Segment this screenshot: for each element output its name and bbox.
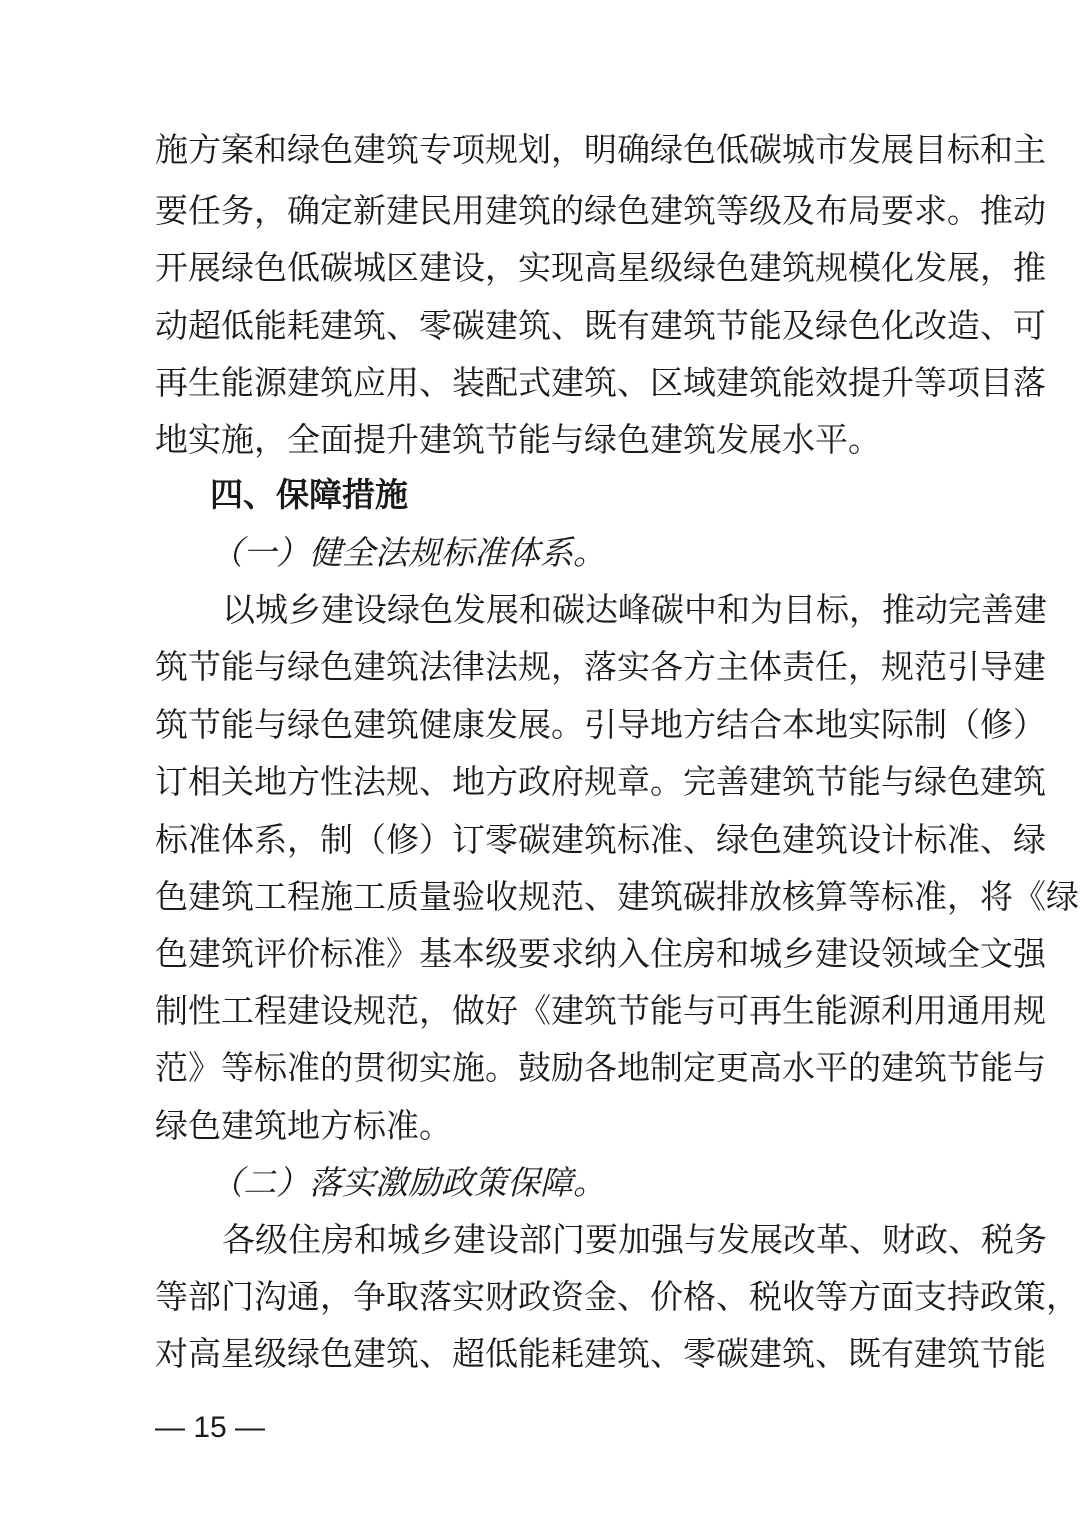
paragraph-line: 开展绿色低碳城区建设，实现高星级绿色建筑规模化发展，推 — [155, 248, 1046, 287]
paragraph-line: 动超低能耗建筑、零碳建筑、既有建筑节能及绿色化改造、可 — [155, 306, 1046, 345]
paragraph-line: 各级住房和城乡建设部门要加强与发展改革、财政、税务 — [222, 1220, 1047, 1259]
paragraph-line: 对高星级绿色建筑、超低能耗建筑、零碳建筑、既有建筑节能 — [155, 1334, 1046, 1373]
paragraph-line: 以城乡建设绿色发展和碳达峰碳中和为目标，推动完善建 — [222, 590, 1047, 629]
section-heading: 四、保障措施 — [210, 475, 408, 514]
paragraph-line: 等部门沟通，争取落实财政资金、价格、税收等方面支持政策， — [155, 1277, 1079, 1316]
paragraph-line: 施方案和绿色建筑专项规划，明确绿色低碳城市发展目标和主 — [155, 130, 1046, 169]
paragraph-line: 订相关地方性法规、地方政府规章。完善建筑节能与绿色建筑 — [155, 762, 1046, 801]
paragraph-line: 再生能源建筑应用、装配式建筑、区域建筑能效提升等项目落 — [155, 363, 1046, 402]
paragraph-line: 色建筑评价标准》基本级要求纳入住房和城乡建设领域全文强 — [155, 934, 1046, 973]
paragraph-line: 筑节能与绿色建筑健康发展。引导地方结合本地实际制（修） — [155, 705, 1046, 744]
paragraph-line: 范》等标准的贯彻实施。鼓励各地制定更高水平的建筑节能与 — [155, 1048, 1046, 1087]
paragraph-line: 要任务，确定新建民用建筑的绿色建筑等级及布局要求。推动 — [155, 191, 1046, 230]
paragraph-line: 筑节能与绿色建筑法律法规，落实各方主体责任，规范引导建 — [155, 647, 1046, 686]
paragraph-line: 绿色建筑地方标准。 — [155, 1106, 452, 1145]
paragraph-line: 色建筑工程施工质量验收规范、建筑碳排放核算等标准，将《绿 — [155, 877, 1079, 916]
paragraph-line: 地实施，全面提升建筑节能与绿色建筑发展水平。 — [155, 420, 881, 459]
page-number: — 15 — — [155, 1411, 266, 1444]
subsection-title: （二）落实激励政策保障。 — [210, 1163, 606, 1202]
paragraph-line: 标准体系，制（修）订零碳建筑标准、绿色建筑设计标准、绿 — [155, 820, 1046, 859]
paragraph-line: 制性工程建设规范，做好《建筑节能与可再生能源利用通用规 — [155, 991, 1046, 1030]
subsection-title: （一）健全法规标准体系。 — [210, 533, 606, 572]
